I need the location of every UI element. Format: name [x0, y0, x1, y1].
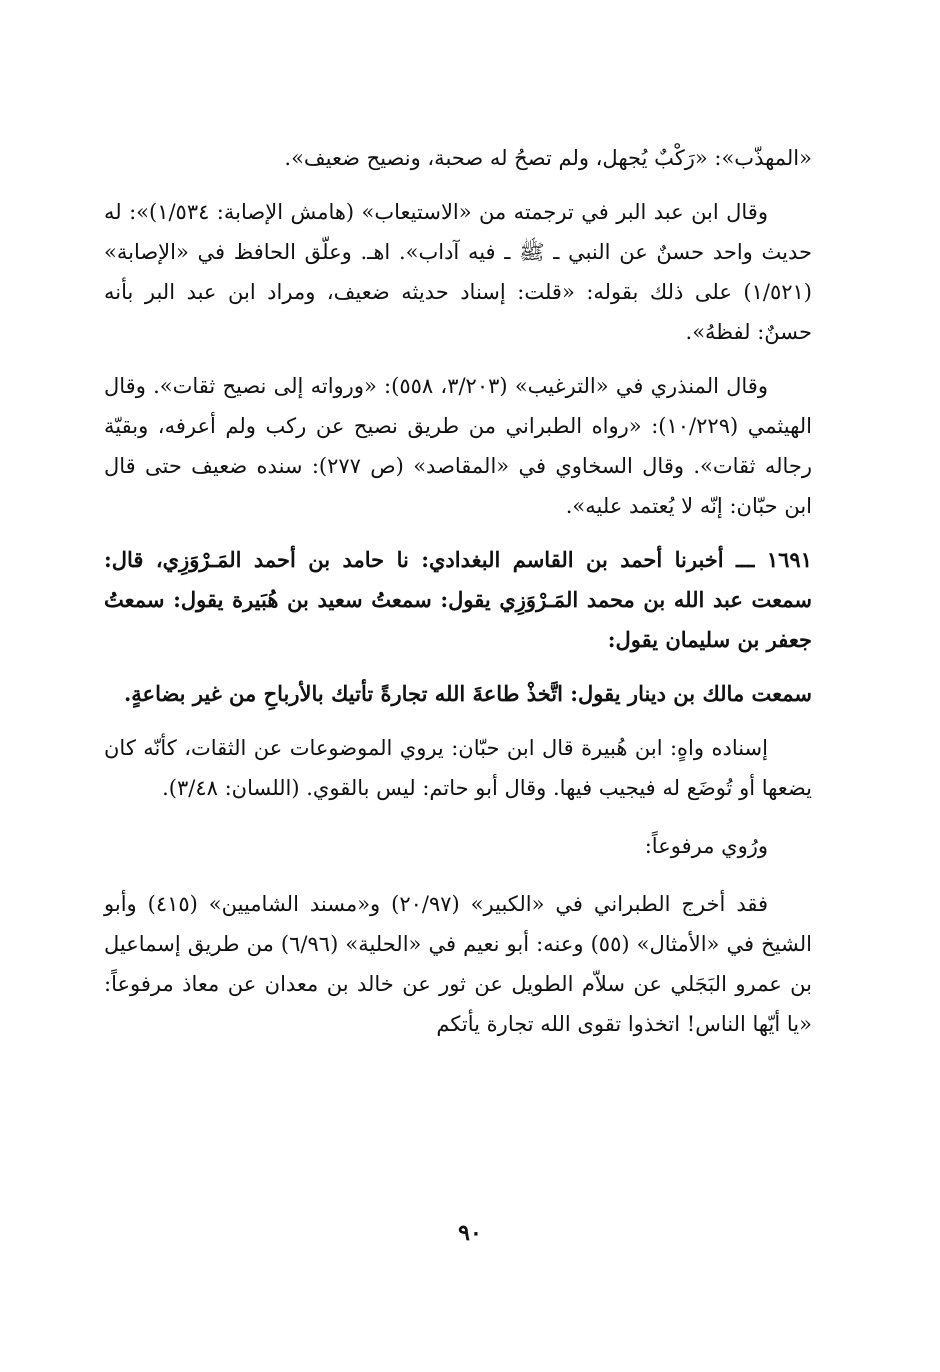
paragraph-marfu-heading: ورُوي مرفوعاً:	[644, 834, 768, 858]
page-body	[104, 138, 812, 1044]
paragraph-tabarani-takhrij: فقد أخرج الطبراني في «الكبير» (٢٠/٩٧) و«مسند الشاميين» (٤١٥) وأبو الشيخ في «الأمثال» (٥٥) وعنه: أبو نعيم في «الحلية» (٦/٩٦) من طريق إسماعيل بن عمرو البَجَلي عن سلاّم الطويل عن ثور عن خالد بن معدان عن معاذ مرفوعاً: «يا أيّها الناس! اتخذوا تقوى الله تجارة يأتكم	[104, 892, 813, 1036]
hadith-1691-matn: سمعت مالك بن دينار يقول: اتَّخذْ طاعةَ الله تجارةً تأتيك بالأرباحِ من غير بضاعةٍ.	[123, 681, 812, 706]
paragraph-ibn-abd-al-barr: وقال ابن عبد البر في ترجمته من «الاستيعاب» (هامش الإصابة: ١/٥٣٤)»: له حديث واحد حسنٌ عن النبي ـ ﷺ ـ فيه آداب». اهـ. وعلّق الحافظ في «الإصابة» (١/٥٢١) على ذلك بقوله: «قلت: إسناد حديثه ضعيف، ومراد ابن عبد البر بأنه حسنٌ: لفظهُ».	[104, 200, 812, 344]
paragraph-isnad-grading: إسناده واهٍ: ابن هُبيرة قال ابن حبّان: يروي الموضوعات عن الثقات، كأنّه كان يضعها أو تُوضَع له فيجيب فيها. وقال أبو حاتم: ليس بالقوي. (اللسان: ٣/٤٨).	[104, 736, 812, 800]
paragraph-muhadhdhab-quote: «المهذّب»: «رَكْبٌ يُجهل، ولم تصحُ له صحبة، ونصيح ضعيف».	[284, 146, 812, 170]
page-number: ٩٠	[458, 1220, 482, 1246]
hadith-1691-isnad: ١٦٩١ ـــ أخبرنا أحمد بن القاسم البغدادي: نا حامد بن أحمد المَـرْوَزِي، قال: سمعت عبد الله بن محمد المَـرْوَزِي يقول: سمعتُ سعيد بن هُبَيرة يقول: سمعتُ جعفر بن سليمان يقول:	[104, 547, 812, 652]
paragraph-mundhiri-haythami: وقال المنذري في «الترغيب» (٣/٢٠٣، ٥٥٨): «ورواته إلى نصيح ثقات». وقال الهيثمي (١٠/٢٢٩): «رواه الطبراني من طريق نصيح عن ركب ولم أعرفه، وبقيّة رجاله ثقات». وقال السخاوي في «المقاصد» (ص ٢٧٧): سنده ضعيف حتى قال ابن حبّان: إنّه لا يُعتمد عليه».	[104, 374, 813, 518]
